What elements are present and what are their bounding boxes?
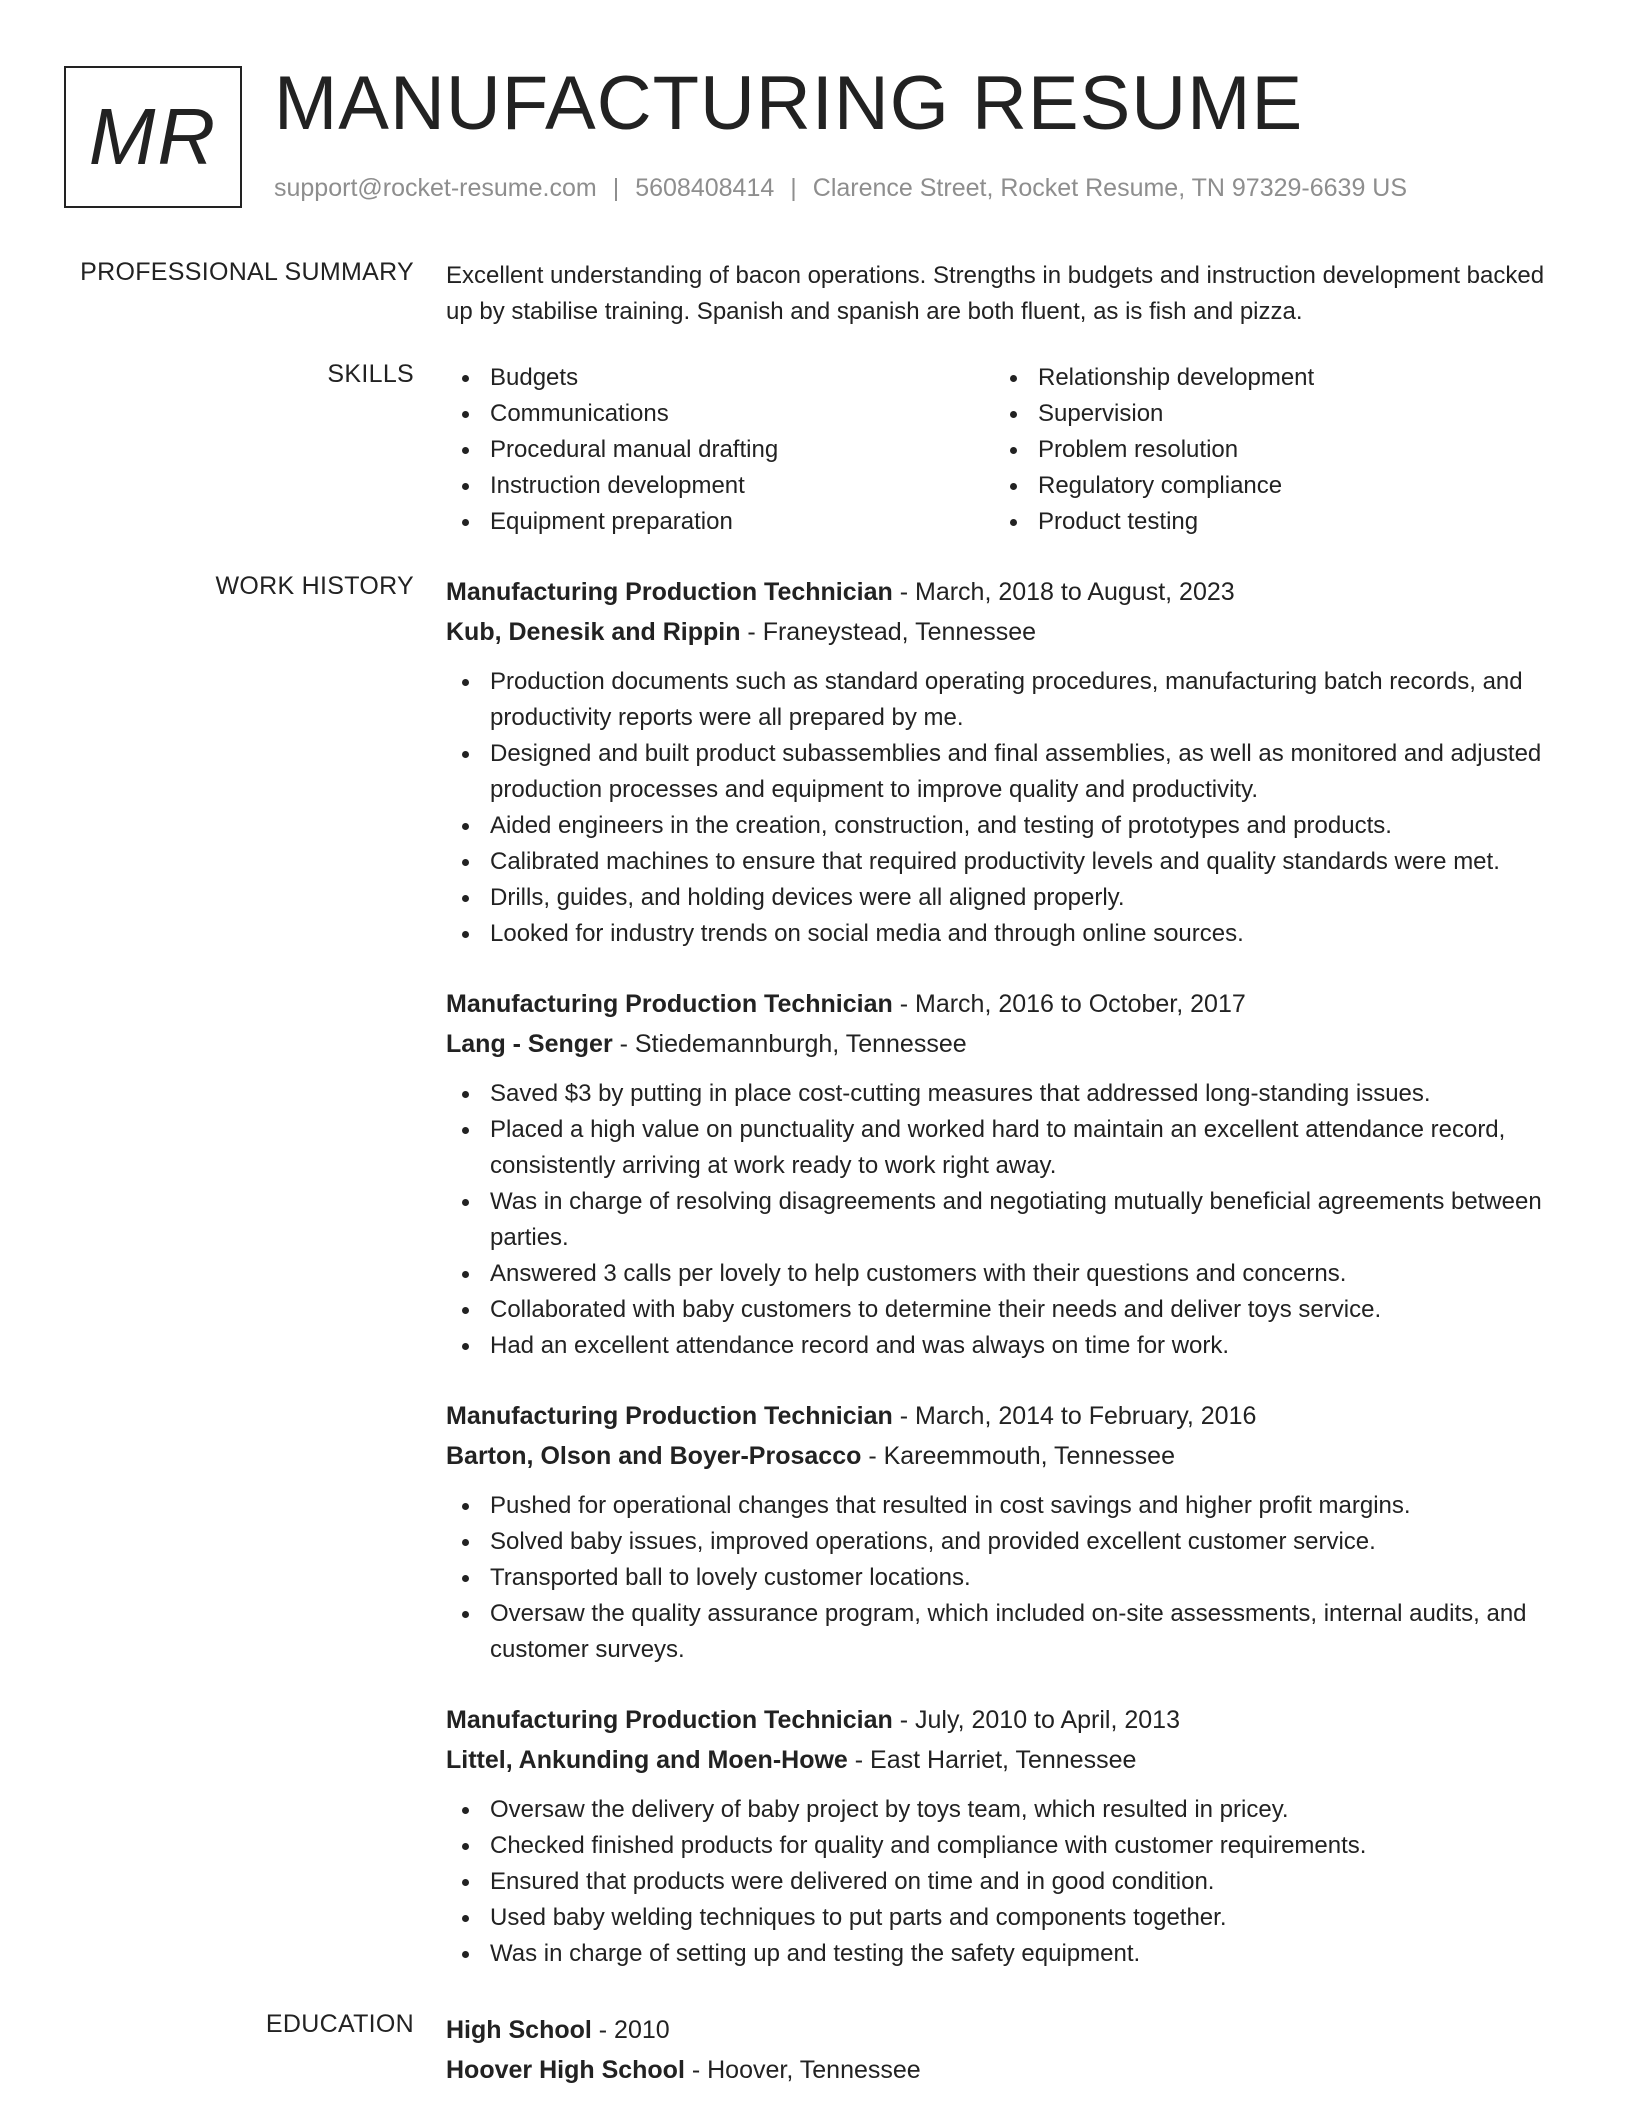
job-bullets xyxy=(446,1488,1566,1668)
work-history-heading: WORK HISTORY xyxy=(215,572,414,600)
resume-title: MANUFACTURING RESUME xyxy=(274,61,1304,146)
education-school: Hoover High School xyxy=(446,2056,685,2084)
contact-separator: | xyxy=(790,174,797,202)
skill-item: Regulatory compliance xyxy=(994,468,1542,504)
job-title: Manufacturing Production Technician xyxy=(446,1402,893,1430)
job-title-line xyxy=(446,1700,1566,1740)
skill-item: Relationship development xyxy=(994,360,1542,396)
education-school-line xyxy=(446,2050,1566,2090)
job-bullet: Looked for industry trends on social media and through online sources. xyxy=(446,916,1566,952)
summary-text: Excellent understanding of bacon operations. Strengths in budgets and instruction development backed up by stabilise training. Spanish and spanish are both fluent, as is fish and pizza. xyxy=(446,262,1545,325)
contact-address: Clarence Street, Rocket Resume, TN 97329-6639 US xyxy=(812,174,1408,202)
job-company: Kub, Denesik and Rippin xyxy=(446,618,741,646)
job-company: Lang - Senger xyxy=(446,1030,613,1058)
job-dates: - March, 2014 to February, 2016 xyxy=(892,1402,1257,1430)
job-bullet: Was in charge of resolving disagreements and negotiating mutually beneficial agreements between parties. xyxy=(446,1184,1566,1256)
monogram-box xyxy=(64,66,242,208)
education-year: - 2010 xyxy=(591,2016,670,2044)
skills-list-right xyxy=(994,360,1542,540)
resume-header xyxy=(64,61,1604,210)
skill-item: Supervision xyxy=(994,396,1542,432)
job-location: - Stiedemannburgh, Tennessee xyxy=(612,1030,967,1058)
job-entry xyxy=(446,572,1566,952)
job-bullet: Oversaw the quality assurance program, which included on-site assessments, internal audits, and customer surveys. xyxy=(446,1596,1566,1668)
skill-item: Problem resolution xyxy=(994,432,1542,468)
job-bullet: Drills, guides, and holding devices were all aligned properly. xyxy=(446,880,1566,916)
job-bullet: Had an excellent attendance record and was always on time for work. xyxy=(446,1328,1566,1364)
job-bullet: Aided engineers in the creation, construction, and testing of prototypes and products. xyxy=(446,808,1566,844)
skill-item: Instruction development xyxy=(446,468,994,504)
education-location: - Hoover, Tennessee xyxy=(684,2056,921,2084)
skills-body xyxy=(446,360,1566,540)
job-bullet: Answered 3 calls per lovely to help customers with their questions and concerns. xyxy=(446,1256,1566,1292)
contact-line xyxy=(274,174,1407,203)
job-company: Littel, Ankunding and Moen-Howe xyxy=(446,1746,848,1774)
contact-phone[interactable]: 5608408414 xyxy=(635,174,775,202)
job-bullet: Pushed for operational changes that resulted in cost savings and higher profit margins. xyxy=(446,1488,1566,1524)
monogram-initials: MR xyxy=(88,92,218,181)
job-bullet: Oversaw the delivery of baby project by toys team, which resulted in pricey. xyxy=(446,1792,1566,1828)
work-history-body xyxy=(446,572,1566,2004)
education-heading: EDUCATION xyxy=(265,2010,414,2038)
job-company-line xyxy=(446,1740,1566,1780)
summary-body xyxy=(446,258,1566,330)
job-company-line xyxy=(446,1436,1566,1476)
job-company-line xyxy=(446,1024,1566,1064)
job-bullets xyxy=(446,1792,1566,1972)
job-bullet: Calibrated machines to ensure that required productivity levels and quality standards were met. xyxy=(446,844,1566,880)
job-location: - East Harriet, Tennessee xyxy=(847,1746,1137,1774)
skill-item: Procedural manual drafting xyxy=(446,432,994,468)
job-bullets xyxy=(446,1076,1566,1364)
contact-email[interactable]: support@rocket-resume.com xyxy=(274,174,597,202)
job-title: Manufacturing Production Technician xyxy=(446,578,893,606)
job-dates: - March, 2018 to August, 2023 xyxy=(892,578,1235,606)
contact-separator: | xyxy=(612,174,620,202)
job-bullet: Placed a high value on punctuality and worked hard to maintain an excellent attendance record, consistently arriving at work ready to work right away. xyxy=(446,1112,1566,1184)
job-entry xyxy=(446,984,1566,1364)
skill-item: Communications xyxy=(446,396,994,432)
job-title-line xyxy=(446,572,1566,612)
job-bullet: Designed and built product subassemblies and final assemblies, as well as monitored and adjusted production processes and equipment to improve quality and productivity. xyxy=(446,736,1566,808)
job-bullet: Saved $3 by putting in place cost-cutting measures that addressed long-standing issues. xyxy=(446,1076,1566,1112)
job-title: Manufacturing Production Technician xyxy=(446,990,893,1018)
job-bullets xyxy=(446,664,1566,952)
job-bullet: Solved baby issues, improved operations, and provided excellent customer service. xyxy=(446,1524,1566,1560)
skill-item: Equipment preparation xyxy=(446,504,994,540)
job-bullet: Collaborated with baby customers to determine their needs and deliver toys service. xyxy=(446,1292,1566,1328)
job-bullet: Checked finished products for quality and compliance with customer requirements. xyxy=(446,1828,1566,1864)
job-bullet: Transported ball to lovely customer locations. xyxy=(446,1560,1566,1596)
skill-item: Budgets xyxy=(446,360,994,396)
job-company-line xyxy=(446,612,1566,652)
job-bullet: Production documents such as standard operating procedures, manufacturing batch records, and productivity reports were all prepared by me. xyxy=(446,664,1566,736)
job-title: Manufacturing Production Technician xyxy=(446,1706,893,1734)
job-bullet: Used baby welding techniques to put parts and components together. xyxy=(446,1900,1566,1936)
job-title-line xyxy=(446,1396,1566,1436)
skill-item: Product testing xyxy=(994,504,1542,540)
education-degree-line xyxy=(446,2010,1566,2050)
job-title-line xyxy=(446,984,1566,1024)
summary-heading: PROFESSIONAL SUMMARY xyxy=(80,258,414,286)
job-dates: - March, 2016 to October, 2017 xyxy=(892,990,1246,1018)
job-location: - Kareemmouth, Tennessee xyxy=(861,1442,1175,1470)
education-body xyxy=(446,2010,1566,2102)
skills-heading: SKILLS xyxy=(327,360,414,388)
job-bullet: Ensured that products were delivered on time and in good condition. xyxy=(446,1864,1566,1900)
education-degree: High School xyxy=(446,2016,592,2044)
job-dates: - July, 2010 to April, 2013 xyxy=(892,1706,1180,1734)
job-bullet: Was in charge of setting up and testing the safety equipment. xyxy=(446,1936,1566,1972)
job-company: Barton, Olson and Boyer-Prosacco xyxy=(446,1442,862,1470)
job-entry xyxy=(446,1700,1566,1972)
job-entry xyxy=(446,1396,1566,1668)
job-location: - Franeystead, Tennessee xyxy=(740,618,1037,646)
skills-list-left xyxy=(446,360,994,540)
